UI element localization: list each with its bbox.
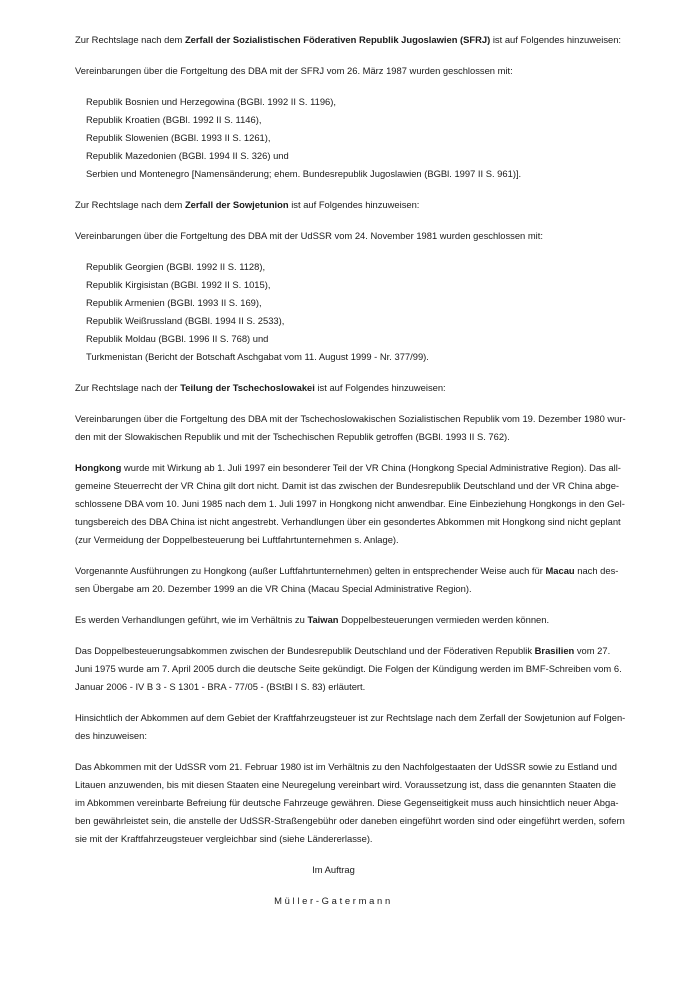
brazil-post: vom 27. Juni 1975 wurde am 7. April 2005 durch die deutsche Seite gekündigt. Die Folgen der Kündigung werden im BMF-Schreiben vom 6. Januar 2006 - IV B 3 - S 1301 - BRA - 77/05 - (BStBl I S. 83) erläutert. (75, 645, 622, 692)
czech-intro-pre: Zur Rechtslage nach der (75, 382, 181, 393)
czech-intro-post: ist auf Folgendes hinzuweisen: (314, 382, 446, 393)
czech-agreements: Vereinbarungen über die Fortgeltung des DBA mit der Tschechoslowakischen Sozialistischen Republik vom 19. Dezember 1980 wur- den mit der Slowakischen Republik und mit der Tschechischen Republik getroffen (BGBl. 1993 II S. 762). (75, 413, 626, 442)
sfrj-agreements: Vereinbarungen über die Fortgeltung des DBA mit der SFRJ vom 26. März 1987 wurden geschlossen mit: (75, 65, 513, 76)
sfrj-list (75, 93, 630, 183)
sfrj-intro-post: ist auf Folgendes hinzuweisen: (490, 34, 622, 45)
macau-post: nach des- sen Übergabe am 20. Dezember 1999 an die VR China (Macau Special Administrative Region). (75, 565, 619, 594)
macau-pre: Vorgenannte Ausführungen zu Hongkong (außer Luftfahrtunternehmen) gelten in entsprechender Weise auch für (75, 565, 546, 576)
list-item: Republik Bosnien und Herzegowina (BGBl. 1992 II S. 1196), (86, 96, 336, 107)
list-item: Republik Kirgisistan (BGBl. 1992 II S. 1015), (86, 279, 271, 290)
macau-paragraph (75, 562, 630, 598)
list-item: Republik Moldau (BGBl. 1996 II S. 768) und (86, 333, 269, 344)
hongkong-bold: Hongkong (75, 462, 122, 473)
sfrj-intro-bold: Zerfall der Sozialistischen Föderativen Republik Jugoslawien (SFRJ) (184, 34, 491, 45)
brazil-pre: Das Doppelbesteuerungsabkommen zwischen der Bundesrepublik Deutschland und der Föderativen Republik (75, 645, 535, 656)
soviet-intro-bold: Zerfall der Sowjetunion (184, 199, 289, 210)
brazil-bold: Brasilien (534, 645, 575, 656)
taiwan-paragraph (75, 611, 630, 629)
list-item: Serbien und Montenegro [Namensänderung; ehem. Bundesrepublik Jugoslawien (BGBl. 1997 II S. 961)]. (86, 168, 522, 179)
signature-on-behalf: Im Auftrag (312, 864, 355, 875)
list-item: Republik Armenien (BGBl. 1993 II S. 169), (86, 297, 262, 308)
list-item: Republik Kroatien (BGBl. 1992 II S. 1146), (86, 114, 262, 125)
soviet-intro (75, 196, 630, 214)
list-item: Republik Georgien (BGBl. 1992 II S. 1128), (86, 261, 266, 272)
brazil-paragraph (75, 642, 630, 696)
hongkong-paragraph (75, 459, 630, 549)
soviet-agreements: Vereinbarungen über die Fortgeltung des DBA mit der UdSSR vom 24. November 1981 wurden geschlossen mit: (75, 230, 543, 241)
taiwan-pre: Es werden Verhandlungen geführt, wie im Verhältnis zu (75, 614, 308, 625)
taiwan-post: Doppelbesteuerungen vermieden werden können. (338, 614, 550, 625)
vehicle-tax-text: Das Abkommen mit der UdSSR vom 21. Februar 1980 ist im Verhältnis zu den Nachfolgestaaten der UdSSR sowie zu Estland und Litauen anzuwenden, bis mit diesen Staaten eine Neuregelung vereinbart wird. Voraussetzung ist, dass die genannten Staaten die im Abkommen vereinbarte Befreiung für deutsche Fahrzeuge gewähren. Diese Gegenseitigkeit muss auch hinsichtlich neuer Abga- ben gewährleistet sein, die anstelle der UdSSR-Straßengebühr oder daneben eingeführt worden sind oder eingeführt werden, sofern sie mit der Kraftfahrzeugsteuer vergleichbar sind (siehe Ländererlasse). (75, 761, 625, 844)
taiwan-bold: Taiwan (307, 614, 339, 625)
soviet-intro-pre: Zur Rechtslage nach dem (75, 199, 185, 210)
soviet-intro-post: ist auf Folgendes hinzuweisen: (288, 199, 420, 210)
czech-intro (75, 379, 630, 397)
czech-intro-bold: Teilung der Tschechoslowakei (180, 382, 315, 393)
soviet-list (75, 258, 630, 366)
list-item: Turkmenistan (Bericht der Botschaft Aschgabat vom 11. August 1999 - Nr. 377/99). (86, 351, 429, 362)
list-item: Republik Slowenien (BGBl. 1993 II S. 1261), (86, 132, 271, 143)
list-item: Republik Weißrussland (BGBl. 1994 II S. 2533), (86, 315, 285, 326)
signature-name: Müller-Gatermann (274, 895, 393, 906)
list-item: Republik Mazedonien (BGBl. 1994 II S. 326) und (86, 150, 289, 161)
vehicle-tax-intro: Hinsichtlich der Abkommen auf dem Gebiet der Kraftfahrzeugsteuer ist zur Rechtslage nach dem Zerfall der Sowjetunion auf Folgen- des hinzuweisen: (75, 712, 626, 741)
macau-bold: Macau (545, 565, 575, 576)
hongkong-text: wurde mit Wirkung ab 1. Juli 1997 ein besonderer Teil der VR China (Hongkong Special Administrative Region). Das all- gemeine Steuerrecht der VR China gilt dort nicht. Damit ist das zwischen der Bundesrepublik Deutschland und der VR China abge- schlossene DBA vom 10. Juni 1985 nach dem 1. Juli 1997 in Hongkong nicht anwendbar. Eine Einbeziehung Hongkongs in den Gel- tungsbereich des DBA China ist nicht angestrebt. Verhandlungen über ein gesondertes Abkommen mit Hongkong sind nicht geplant (zur Vermeidung der Doppelbesteuerung bei Luftfahrtunternehmen s. Anlage). (75, 462, 625, 545)
sfrj-intro-pre: Zur Rechtslage nach dem (75, 34, 185, 45)
sfrj-intro (75, 31, 630, 49)
